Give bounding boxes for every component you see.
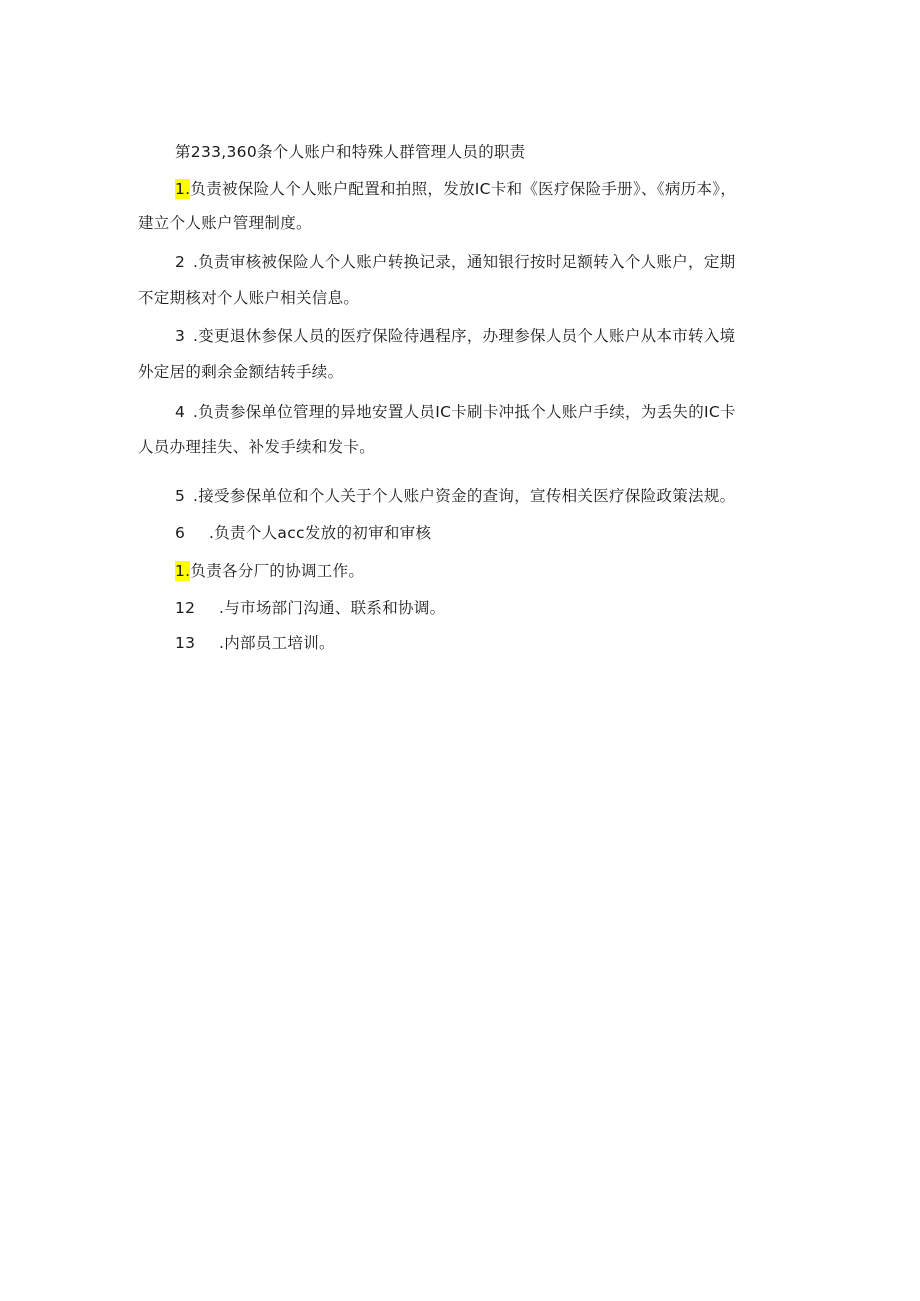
list-item-12-text: .与市场部门沟通、联系和协调。 xyxy=(219,599,446,617)
list-item-13-number: 13 xyxy=(175,634,196,652)
list-item-1-number: 1. xyxy=(175,180,191,198)
list-item-4-number: 4 xyxy=(175,403,186,421)
list-item-4-text: .负责参保单位管理的异地安置人员IC卡刷卡冲抵个人账户手续，为丢失的IC卡 xyxy=(193,403,736,421)
list-item-5 xyxy=(175,486,735,506)
list-item-4-line-2: 人员办理挂失、补发手续和发卡。 xyxy=(138,438,376,456)
list-item-5-number: 5 xyxy=(175,487,186,505)
list-item-13-text: .内部员工培训。 xyxy=(219,634,335,652)
list-item-6-number: 6 xyxy=(175,524,186,542)
list-item-1-line-2: 建立个人账户管理制度。 xyxy=(138,214,312,232)
list-item-5-text: .接受参保单位和个人关于个人账户资金的查询，宣传相关医疗保险政策法规。 xyxy=(193,487,736,505)
list-item-3-line-2: 外定居的剩余金额结转手续。 xyxy=(138,363,344,381)
list-item-6-text: .负责个人acc发放的初审和审核 xyxy=(209,524,432,542)
list-item-2-text: .负责审核被保险人个人账户转换记录，通知银行按时足额转入个人账户，定期 xyxy=(193,253,736,271)
list-item-13 xyxy=(175,633,335,653)
list-item-7-number: 1. xyxy=(175,562,191,580)
list-item-12 xyxy=(175,598,445,618)
list-item-2-line-1 xyxy=(175,252,735,272)
list-item-7-text: 负责各分厂的协调工作。 xyxy=(190,562,365,580)
list-item-2-number: 2 xyxy=(175,253,186,271)
list-item-6 xyxy=(175,523,431,543)
list-item-1-line-1 xyxy=(175,179,736,199)
list-item-4-line-1 xyxy=(175,402,736,422)
page-title: 第233,360条个人账户和特殊人群管理人员的职责 xyxy=(175,143,526,161)
list-item-2-line-2: 不定期核对个人账户相关信息。 xyxy=(138,289,360,307)
list-item-12-number: 12 xyxy=(175,599,196,617)
list-item-3-number: 3 xyxy=(175,327,186,345)
list-item-3-text: .变更退休参保人员的医疗保险待遇程序，办理参保人员个人账户从本市转入境 xyxy=(193,327,736,345)
list-item-7 xyxy=(175,561,364,581)
list-item-1-text: 负责被保险人个人账户配置和拍照，发放IC卡和《医疗保险手册》、《病历本》， xyxy=(190,180,737,198)
list-item-3-line-1 xyxy=(175,326,735,346)
